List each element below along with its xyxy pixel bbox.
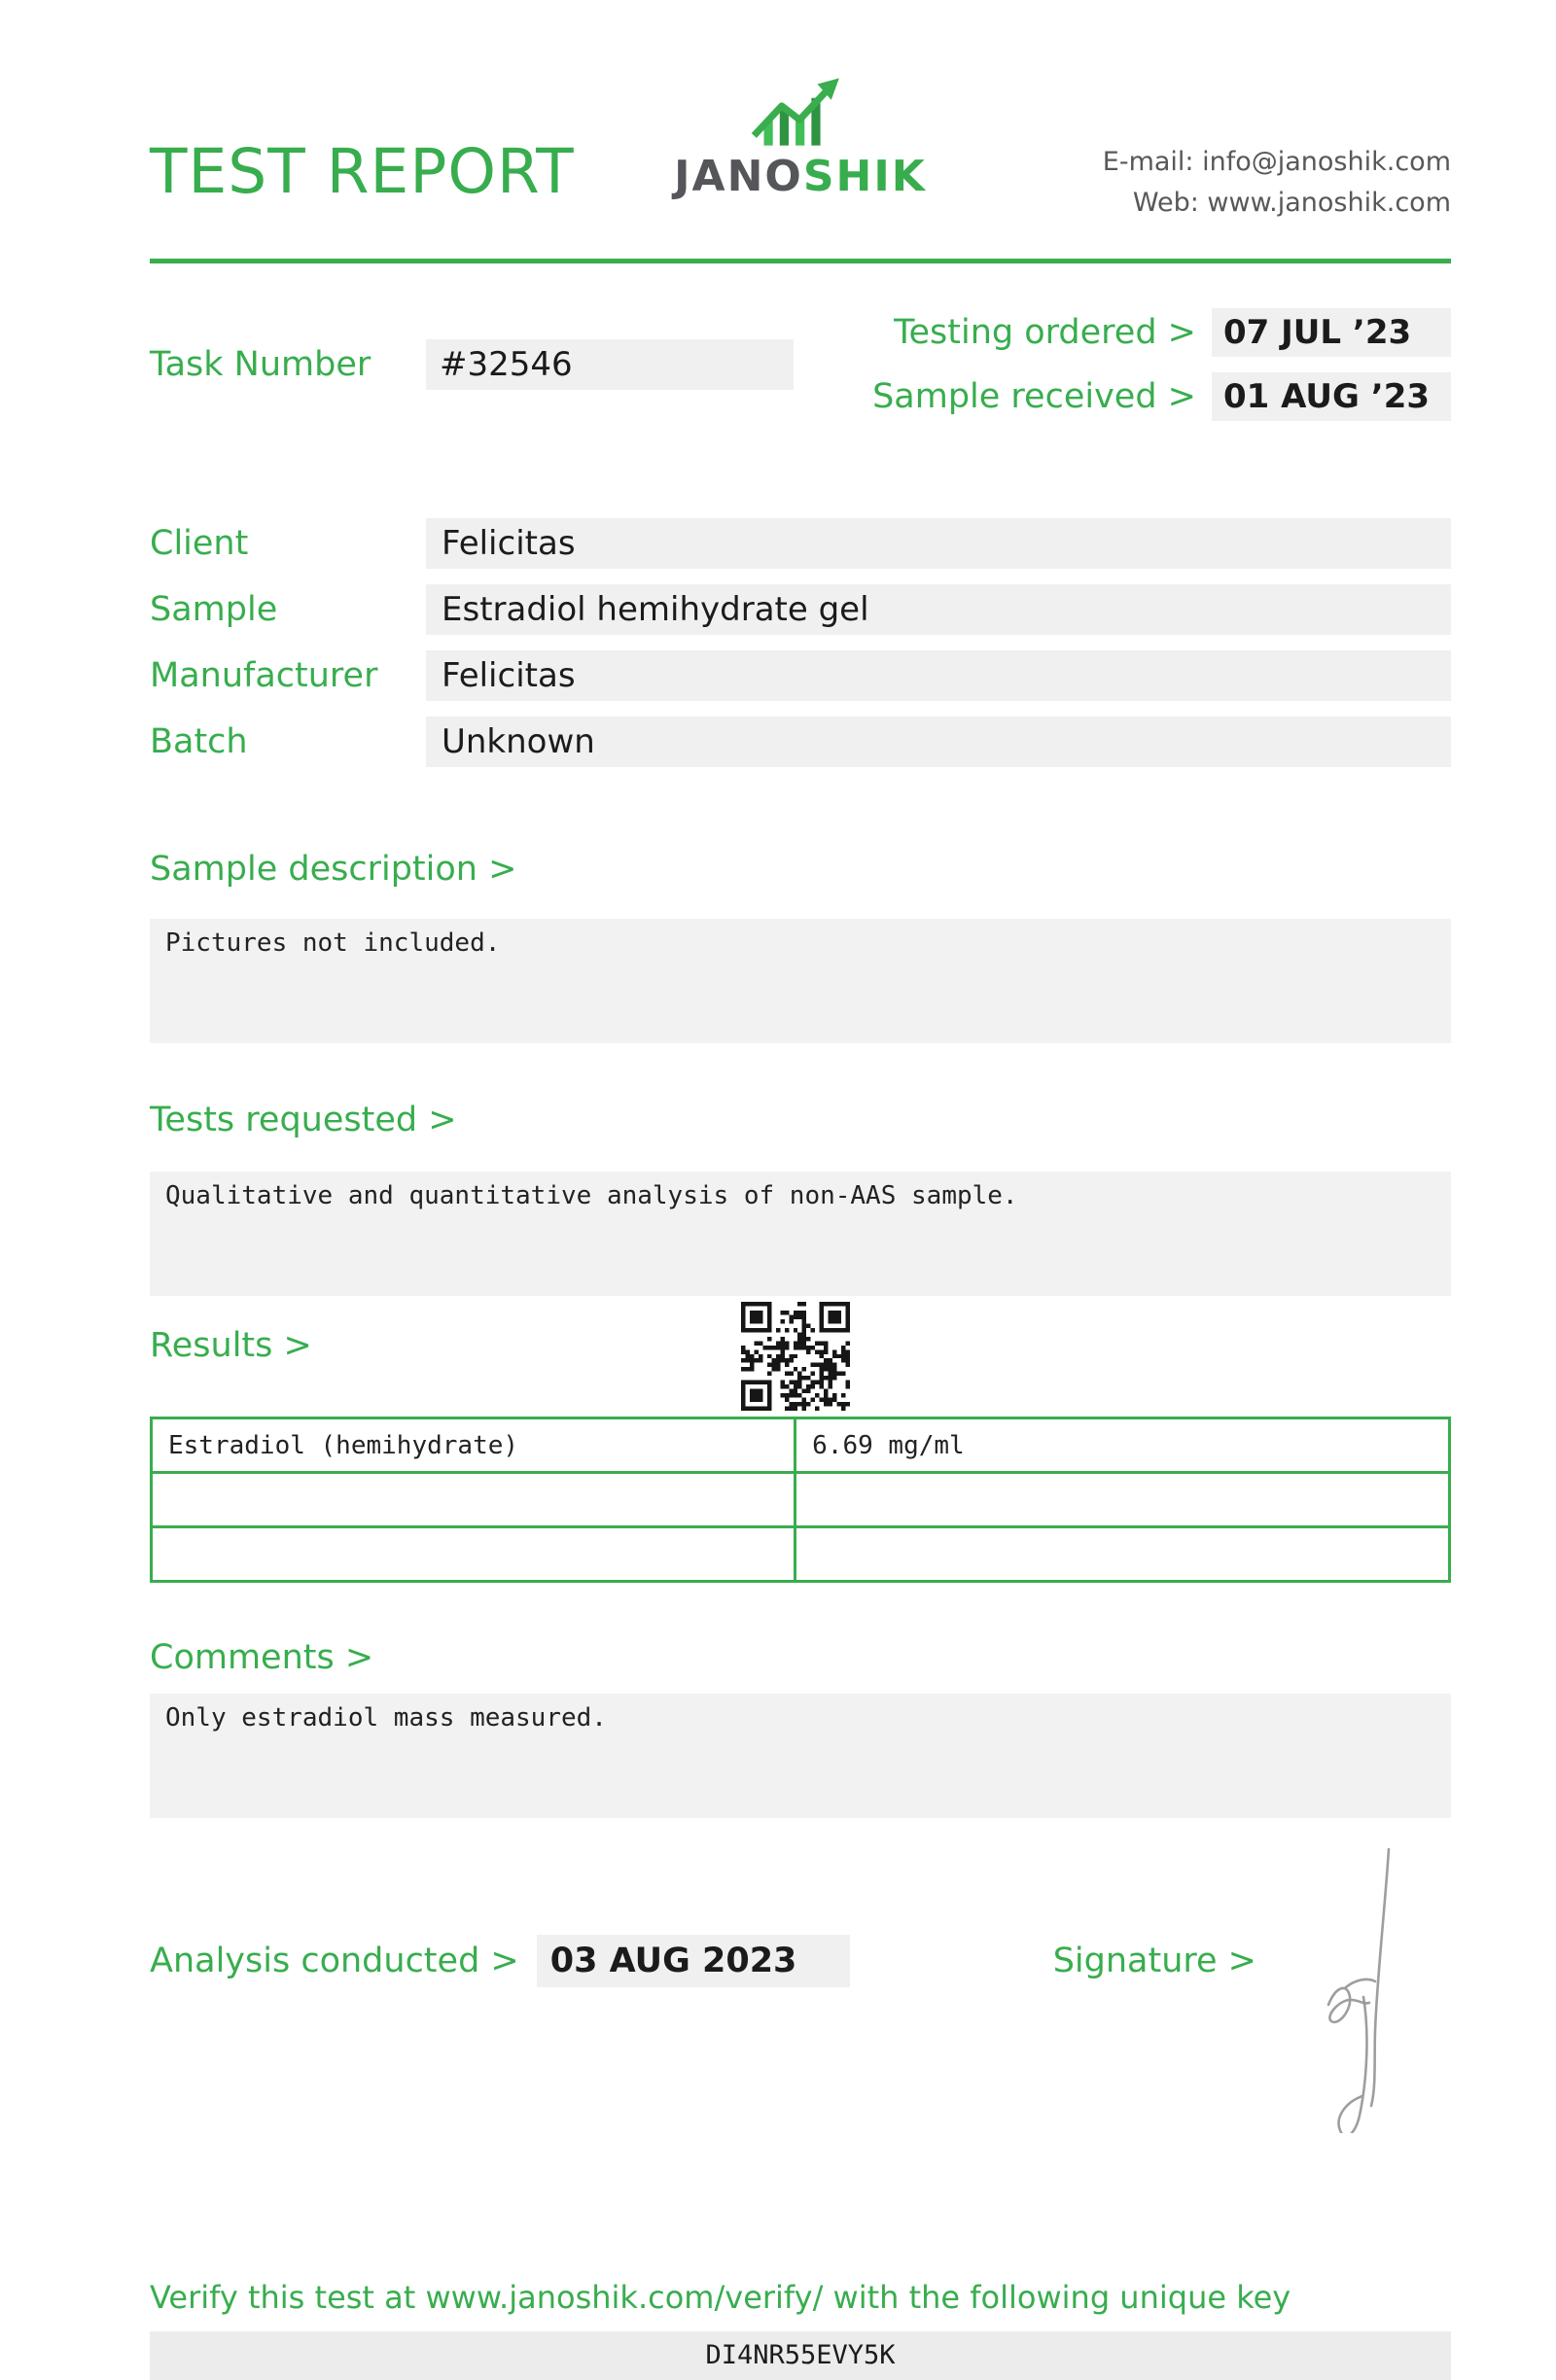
detail-row-client — [150, 518, 1451, 569]
sample-received-label: Sample received > — [872, 377, 1196, 416]
result-value-empty — [796, 1527, 1450, 1582]
tests-requested-heading: Tests requested > — [150, 1101, 457, 1139]
contact-info — [1103, 142, 1451, 259]
sample-description-text: Pictures not included. — [150, 919, 1451, 1043]
result-value: 6.69 mg/ml — [796, 1418, 1450, 1473]
comments-heading: Comments > — [150, 1638, 374, 1677]
signature-label: Signature > — [1052, 1942, 1256, 1980]
detail-row-manufacturer — [150, 650, 1451, 701]
sample-received-row — [872, 372, 1451, 421]
signature-image — [1295, 1841, 1422, 2133]
result-value-empty — [796, 1473, 1450, 1527]
results-heading: Results > — [150, 1326, 312, 1365]
results-table — [150, 1417, 1451, 1583]
contact-web: Web: www.janoshik.com — [1132, 187, 1451, 218]
result-substance-empty — [152, 1473, 796, 1527]
sample-value: Estradiol hemihydrate gel — [426, 584, 1451, 635]
testing-ordered-label: Testing ordered > — [894, 313, 1196, 352]
results-row-3 — [152, 1527, 1450, 1582]
results-section — [150, 1325, 1451, 1583]
manufacturer-label: Manufacturer — [150, 656, 378, 695]
sample-details — [150, 518, 1451, 767]
contact-email: E-mail: info@janoshik.com — [1102, 147, 1451, 177]
logo-chart-icon — [674, 76, 927, 146]
test-report-page — [0, 86, 1556, 2380]
detail-row-sample — [150, 584, 1451, 635]
header-divider — [150, 259, 1451, 263]
tests-requested-text: Qualitative and quantitative analysis of non-AAS sample. — [150, 1172, 1451, 1296]
sample-description-heading: Sample description > — [150, 850, 517, 889]
qr-code — [741, 1302, 850, 1411]
janoshik-logo — [674, 76, 927, 201]
report-header — [150, 86, 1451, 259]
tests-requested-section — [150, 1100, 1451, 1296]
logo-text-shik: SHIK — [802, 152, 927, 201]
comments-section — [150, 1637, 1451, 1818]
task-number-field — [150, 308, 794, 421]
task-number-value: #32546 — [426, 339, 794, 390]
batch-label: Batch — [150, 722, 248, 761]
date-fields — [872, 308, 1451, 421]
logo-text-jano: JANO — [674, 152, 803, 201]
report-title: TEST REPORT — [150, 136, 575, 207]
results-row-2 — [152, 1473, 1450, 1527]
client-value: Felicitas — [426, 518, 1451, 569]
logo-wordmark — [674, 152, 927, 201]
result-substance-empty — [152, 1527, 796, 1582]
testing-ordered-row — [872, 308, 1451, 357]
sample-description-section — [150, 849, 1451, 1043]
result-substance: Estradiol (hemihydrate) — [152, 1418, 796, 1473]
verification-key: DI4NR55EVY5K — [150, 2331, 1451, 2380]
testing-ordered-date: 07 JUL ’23 — [1212, 308, 1451, 357]
batch-value: Unknown — [426, 717, 1451, 767]
task-row — [150, 308, 1451, 421]
analysis-conducted-label: Analysis conducted > — [150, 1942, 519, 1980]
manufacturer-value: Felicitas — [426, 650, 1451, 701]
detail-row-batch — [150, 717, 1451, 767]
sample-label: Sample — [150, 590, 278, 629]
task-number-label: Task Number — [150, 345, 371, 384]
analysis-conducted-date: 03 AUG 2023 — [537, 1935, 850, 1987]
results-row-1 — [152, 1418, 1450, 1473]
comments-text: Only estradiol mass measured. — [150, 1694, 1451, 1818]
client-label: Client — [150, 524, 249, 563]
footer-row — [150, 1935, 1451, 1987]
verification-text: Verify this test at www.janoshik.com/verify/ with the following unique key — [150, 2279, 1291, 2316]
sample-received-date: 01 AUG ’23 — [1212, 372, 1451, 421]
